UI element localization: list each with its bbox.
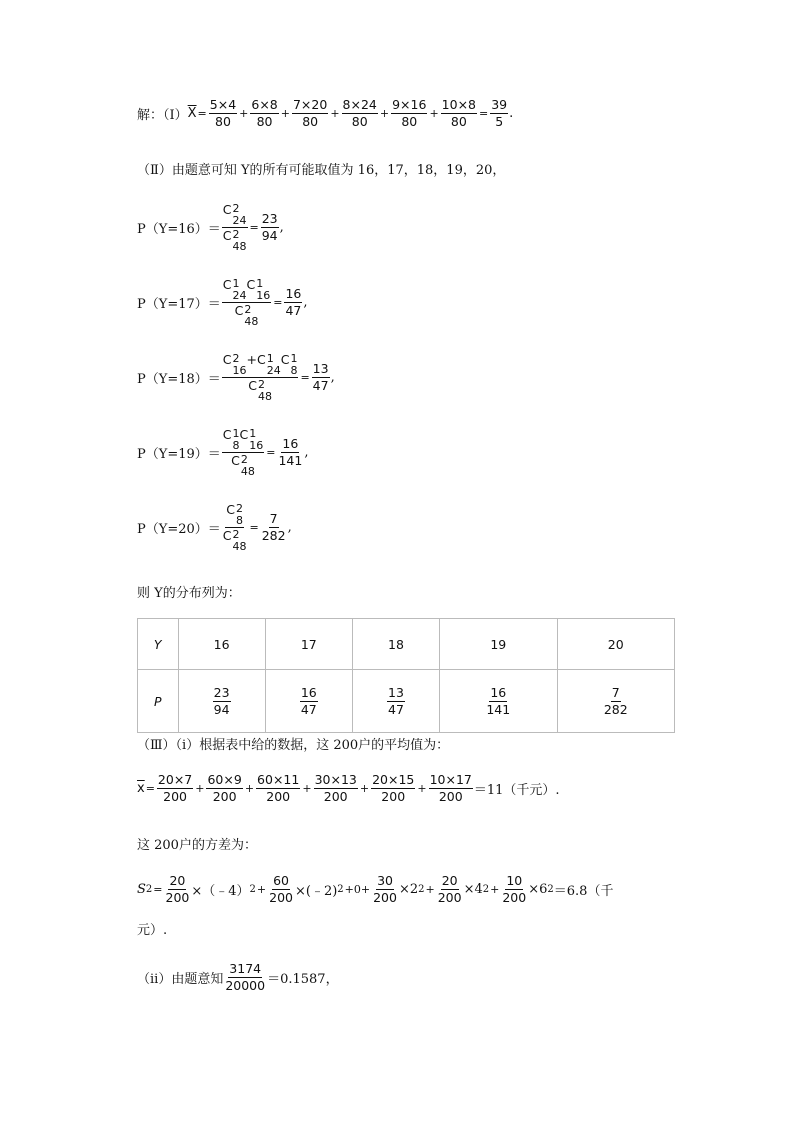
prob-label: P（Y=20）＝ <box>137 522 221 537</box>
prob-y18: P（Y=18）＝ C 2 16 +C 1 24 C 1 8 C 2 48 = $\frac{13}{47}$ , <box>137 352 335 403</box>
part3-ii-prefix: （ii）由题意知 <box>137 972 224 987</box>
table-row <box>138 670 675 733</box>
table-cell: $\frac{16}{47}$ <box>265 670 352 733</box>
combination-fraction: C 2 24 C 2 48 <box>222 202 247 253</box>
part3-ii: （ii）由题意知 $\frac{3174}{20000}$ ＝0.1587， <box>137 961 339 993</box>
fraction-term: $\frac{7\times 20}{80}$ <box>292 97 328 129</box>
combination-fraction: C 2 16 +C 1 24 C 1 8 C 2 48 <box>222 352 298 403</box>
combination-fraction: C 1 24 C 1 16 C 2 48 <box>222 277 271 328</box>
table-cell: $\frac{16}{141}$ <box>440 670 557 733</box>
prob-label: P（Y=18）＝ <box>137 372 221 387</box>
prob-label: P（Y=19）＝ <box>137 447 221 462</box>
fraction-term: $\frac{60\times 9}{200}$ <box>207 772 242 804</box>
table-cell: $\frac{7}{282}$ <box>557 670 674 733</box>
table-header-p: P <box>138 670 179 733</box>
fraction-term: $\frac{30\times 13}{200}$ <box>314 772 357 804</box>
prob-result: $\frac{23}{94}$ <box>261 211 278 243</box>
fraction-term: $\frac{8\times 24}{80}$ <box>342 97 377 129</box>
table-cell: 20 <box>557 619 674 670</box>
prob-label: P（Y=17）＝ <box>137 297 221 312</box>
table-header-y: Y <box>138 619 179 670</box>
table-cell: 19 <box>440 619 557 670</box>
prob-y20: P（Y=20）＝ C 2 8 C 2 48 = $\frac{7}{282}$ , <box>137 502 292 553</box>
prob-result: $\frac{16}{141}$ <box>278 436 303 468</box>
prob-y16: P（Y=16）＝ C 2 24 C 2 48 = $\frac{23}{94}$ , <box>137 202 284 253</box>
prob-label: P（Y=16）＝ <box>137 222 221 237</box>
part1-prefix: 解：（Ⅰ） <box>137 108 188 123</box>
combination-fraction: C 2 8 C 2 48 <box>222 502 247 553</box>
mean-result: ＝11（千元）. <box>473 783 560 798</box>
table-cell: $\frac{23}{94}$ <box>178 670 265 733</box>
distribution-table <box>137 618 675 733</box>
part1-terms: $\frac{5\times 4}{80}$ + $\frac{6\times 8}{80}$ + $\frac{7\times 20}{80}$ + $\frac{8\times 24}{80}$ + $\frac{9\times 16}{80}$ + $\frac{10\times 8}{80}$ <box>209 97 477 129</box>
variance-intro: 这 200户的方差为： <box>137 838 257 853</box>
mean-x-symbol: $\overline{x}$ <box>137 781 145 796</box>
fraction-term: $\frac{60\times 11}{200}$ <box>257 772 300 804</box>
frequency-fraction: $\frac{3174}{20000}$ <box>225 961 266 993</box>
part1-formula: 解：（Ⅰ） $\overline{X}$ = $\frac{5\times 4}{80}$ + $\frac{6\times 8}{80}$ + $\frac{7\times 20}{80}$ + $\frac{8\times 24}{80}$ + $\frac{9\times 16}{80}$ + $\frac{10\times 8}{80}$ = $\frac{39}{5}$ . <box>137 97 514 129</box>
fraction-term: $\frac{20\times 7}{200}$ <box>157 772 193 804</box>
part2-intro: （Ⅱ）由题意可知 Y的所有可能取值为 16，17，18，19，20， <box>137 163 506 178</box>
mean-terms: $\frac{20\times 7}{200}$ + $\frac{60\times 9}{200}$ + $\frac{60\times 11}{200}$ + $\frac{30\times 13}{200}$ + $\frac{20\times 15}{200}$ + $\frac{10\times 17}{200}$ <box>157 772 472 804</box>
prob-result: $\frac{7}{282}$ <box>261 511 286 543</box>
prob-y19: P（Y=19）＝ C 1 8 C 1 16 C 2 48 = $\frac{16}{141}$ , <box>137 427 309 478</box>
prob-result: $\frac{13}{47}$ <box>312 361 329 393</box>
variance-formula: S 2 = $\frac{20}{200}$ ×（﹣4） 2 + $\frac{60}{200}$ ×(﹣2) 2 +0+ $\frac{30}{200}$ ×2 2 + $\frac{20}{200}$ ×4 2 + $\frac{10}{200}$ ×6 2 ＝6.8（千 <box>137 873 614 905</box>
part1-result: $\frac{39}{5}$ <box>491 97 508 129</box>
prob-result: $\frac{16}{47}$ <box>285 286 302 318</box>
table-row <box>138 619 675 670</box>
fraction-term: $\frac{6\times 8}{80}$ <box>251 97 278 129</box>
table-cell: 18 <box>352 619 439 670</box>
fraction-term: $\frac{20\times 15}{200}$ <box>372 772 415 804</box>
part3-intro: （Ⅲ）（i）根据表中给的数据，这 200户的平均值为： <box>137 738 450 753</box>
table-cell: 16 <box>178 619 265 670</box>
distribution-title: 则 Y的分布列为： <box>137 586 241 601</box>
fraction-term: $\frac{10\times 17}{200}$ <box>429 772 472 804</box>
fraction-term: $\frac{9\times 16}{80}$ <box>392 97 427 129</box>
variance-unit: 元）. <box>137 923 168 938</box>
prob-y17: P（Y=17）＝ C 1 24 C 1 16 C 2 48 = $\frac{16}{47}$ , <box>137 277 308 328</box>
table-cell: $\frac{13}{47}$ <box>352 670 439 733</box>
mean-x-symbol: $\overline{X}$ <box>187 106 197 121</box>
mean-formula: $\overline{x}$ = $\frac{20\times 7}{200}$ + $\frac{60\times 9}{200}$ + $\frac{60\times 11}{200}$ + $\frac{30\times 13}{200}$ + $\frac{20\times 15}{200}$ + $\frac{10\times 17}{200}$ ＝11（千元）. <box>137 772 560 804</box>
combination-fraction: C 1 8 C 1 16 C 2 48 <box>222 427 264 478</box>
table-cell: 17 <box>265 619 352 670</box>
fraction-term: $\frac{10\times 8}{80}$ <box>441 97 477 129</box>
fraction-term: $\frac{5\times 4}{80}$ <box>209 97 237 129</box>
